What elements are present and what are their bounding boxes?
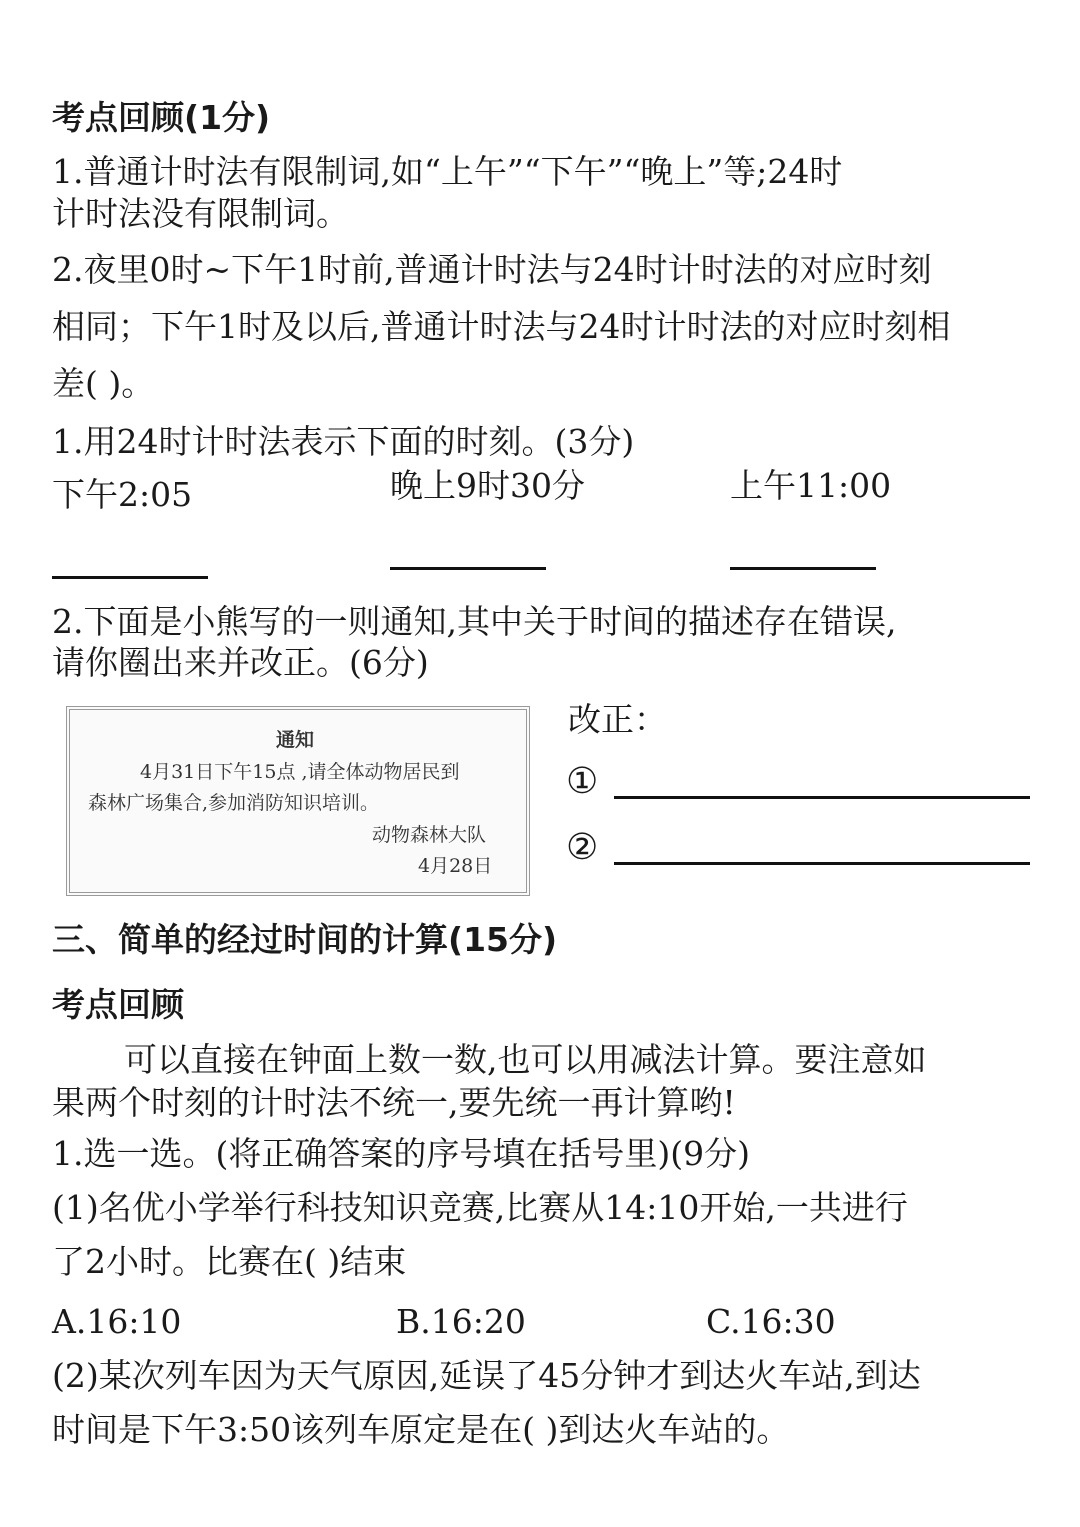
correction-mark-1: ① — [566, 761, 599, 802]
review-point-1-line-2: 计时法没有限制词。 — [52, 194, 349, 233]
question-2-title-line-1: 2.下面是小熊写的一则通知,其中关于时间的描述存在错误, — [52, 602, 897, 641]
option-b: B.16:20 — [396, 1302, 526, 1341]
notice-date: 4月28日 — [418, 855, 493, 877]
notice-signer: 动物森林大队 — [372, 824, 487, 846]
correction-blank-1[interactable] — [614, 796, 1030, 799]
correction-mark-2: ② — [566, 827, 599, 868]
review-title: 考点回顾(1分) — [52, 98, 271, 137]
correction-label: 改正： — [568, 700, 667, 739]
time-item-3: 上午11:00 — [730, 466, 892, 505]
answer-blank-2[interactable] — [390, 567, 546, 570]
sub-question-2-line-2: 时间是下午3:50该列车原定是在( )到达火车站的。 — [52, 1410, 790, 1449]
section-3-title: 三、简单的经过时间的计算(15分) — [52, 920, 558, 959]
time-item-2: 晚上9时30分 — [390, 466, 585, 505]
time-item-1: 下午2:05 — [52, 475, 193, 514]
review-point-2-line-1: 2.夜里0时~下午1时前,普通计时法与24时计时法的对应时刻 — [52, 250, 932, 289]
answer-blank-1[interactable] — [52, 576, 208, 579]
notice-body-line-2: 森林广场集合,参加消防知识培训。 — [88, 792, 380, 814]
notice-body-line-1: 4月31日下午15点 ,请全体动物居民到 — [140, 761, 460, 783]
section-3-review-line-1: 可以直接在钟面上数一数,也可以用减法计算。要注意如 — [124, 1040, 927, 1079]
question-2-title-line-2: 请你圈出来并改正。(6分) — [52, 643, 429, 682]
correction-blank-2[interactable] — [614, 862, 1030, 865]
section-3-review-line-2: 果两个时刻的计时法不统一,要先统一再计算哟! — [52, 1083, 736, 1122]
option-a: A.16:10 — [52, 1302, 182, 1341]
notice-image — [66, 706, 530, 896]
review-point-2-line-3: 差( )。 — [52, 364, 155, 403]
option-c: C.16:30 — [706, 1302, 836, 1341]
answer-blank-3[interactable] — [730, 567, 876, 570]
notice-heading: 通知 — [276, 729, 315, 751]
sub-question-1-line-1: (1)名优小学举行科技知识竞赛,比赛从14:10开始,一共进行 — [52, 1188, 908, 1227]
section-3-question-1-title: 1.选一选。(将正确答案的序号填在括号里)(9分) — [52, 1134, 750, 1173]
sub-question-1-line-2: 了2小时。比赛在( )结束 — [52, 1242, 407, 1281]
question-1-title: 1.用24时计时法表示下面的时刻。(3分) — [52, 422, 635, 461]
section-3-review-title: 考点回顾 — [52, 985, 184, 1024]
sub-question-2-line-1: (2)某次列车因为天气原因,延误了45分钟才到达火车站,到达 — [52, 1356, 921, 1395]
review-point-1-line-1: 1.普通计时法有限制词,如“上午”“下午”“晚上”等;24时 — [52, 152, 843, 191]
review-point-2-line-2: 相同；下午1时及以后,普通计时法与24时计时法的对应时刻相 — [52, 307, 951, 346]
